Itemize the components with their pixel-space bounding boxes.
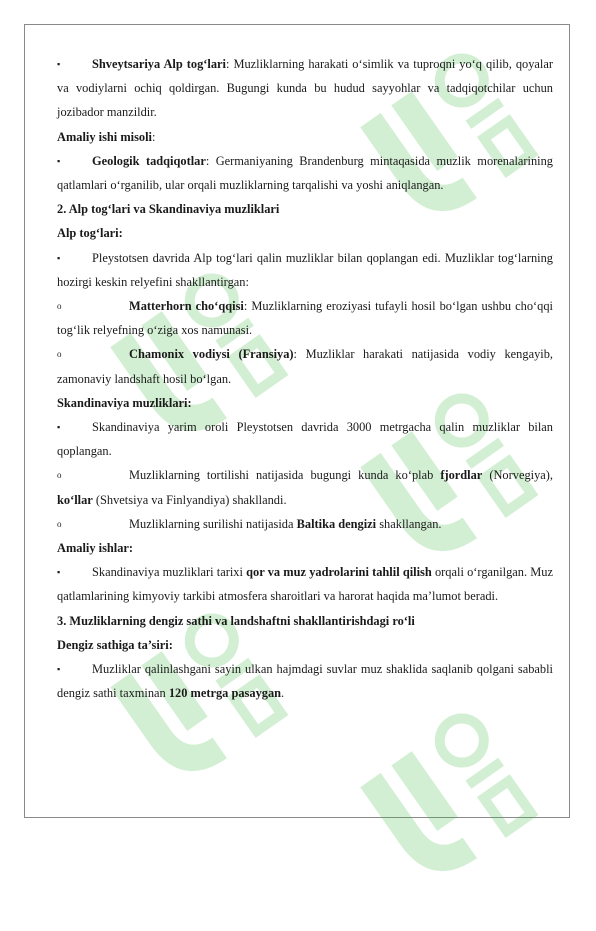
section-heading bbox=[57, 197, 553, 221]
paragraph bbox=[57, 125, 553, 149]
sub-bullet-item bbox=[57, 294, 553, 342]
text-run: . bbox=[281, 686, 285, 701]
square-bullet-icon: ▪ bbox=[57, 155, 61, 166]
text-run: Skandinaviya muzliklari tarixi bbox=[92, 565, 247, 580]
text-run: : Muzliklarning harakati o‘simlik va tuproqni yo‘q qilib, qoyalar va vodiylarni ochiq qoldirgan. Bugungi kunda bu hudud sayyohlar va tadqiqotchilar uchun jozibador manzildir. bbox=[57, 57, 553, 120]
text-run: : Germaniyaning Brandenburg mintaqasida muzlik morenalarining qatlamlari o‘rganilib, ular orqali muzliklarning tarqalishi va yoshi aniqlangan. bbox=[57, 153, 553, 193]
bullet-item bbox=[57, 560, 553, 608]
bullet-item bbox=[57, 657, 553, 705]
bullet-item bbox=[57, 149, 553, 197]
text-run: orqali o‘rganilgan. Muz qatlamlarining kimyoviy tarkibi atmosfera sharoitlari va harorat haqida ma’lumot beradi. bbox=[57, 565, 553, 604]
text-run: Alp tog‘lari: bbox=[57, 226, 123, 241]
section-heading bbox=[57, 221, 553, 245]
sub-bullet-item bbox=[57, 512, 553, 536]
square-bullet-icon: ▪ bbox=[57, 664, 61, 675]
text-run: Muzliklarning surilishi natijasida bbox=[129, 516, 297, 531]
square-bullet-icon: ▪ bbox=[57, 252, 61, 263]
bold-text: Chamonix vodiysi (Fransiya) bbox=[129, 347, 294, 362]
square-bullet-icon: ▪ bbox=[57, 422, 61, 433]
circle-bullet-icon: o bbox=[57, 349, 62, 360]
bold-text: Geologik tadqiqotlar bbox=[92, 153, 206, 168]
text-run: : Muzliklarning eroziyasi tufayli hosil bo‘lgan ushbu cho‘qqi tog‘lik relyefning o‘ziga xos namunasi. bbox=[57, 299, 554, 338]
section-heading bbox=[57, 391, 553, 415]
bullet-item bbox=[57, 246, 553, 294]
bold-text: qor va muz yadrolarini tahlil qilish bbox=[246, 565, 432, 580]
text-run: 2. Alp tog‘lari va Skandinaviya muzliklari bbox=[57, 202, 280, 217]
text-run: shakllangan. bbox=[376, 516, 442, 531]
bold-text: Baltika dengizi bbox=[296, 516, 377, 531]
text-run: : Muzliklar harakati natijasida vodiy kengayib, zamonaviy landshaft hosil bo‘lgan. bbox=[57, 347, 553, 386]
text-run: Muzliklar qalinlashgani sayin ulkan hajmdagi suvlar muz shaklida saqlanib qolgani sababli dengiz sathi taxminan bbox=[57, 662, 553, 701]
text-run: Pleystotsen davrida Alp tog‘lari qalin muzliklar bilan qoplangan edi. Muzliklar tog‘larning hozirgi keskin relyefini shakllantirgan: bbox=[57, 250, 553, 289]
circle-bullet-icon: o bbox=[57, 470, 62, 481]
text-run: Dengiz sathiga ta’siri: bbox=[57, 637, 173, 652]
sub-bullet-item bbox=[57, 463, 553, 511]
text-run: Muzliklarning tortilishi natijasida bugungi kunda ko‘plab bbox=[129, 468, 441, 483]
section-heading bbox=[57, 536, 553, 560]
text-run: (Shvetsiya va Finlyandiya) shakllandi. bbox=[92, 492, 287, 507]
circle-bullet-icon: o bbox=[57, 301, 62, 312]
bold-text: Matterhorn cho‘qqisi bbox=[129, 299, 244, 314]
bold-text: ko‘llar bbox=[57, 492, 93, 507]
bullet-item bbox=[57, 52, 553, 125]
bold-text: 120 metrga pasaygan bbox=[168, 686, 282, 701]
text-run: (Norvegiya), bbox=[482, 468, 553, 483]
document-body bbox=[57, 52, 553, 705]
circle-bullet-icon: o bbox=[57, 518, 62, 529]
text-run: : bbox=[152, 129, 156, 144]
text-run: Skandinaviya yarim oroli Pleystotsen davrida 3000 metrgacha qalin muzliklar bilan qoplangan. bbox=[57, 420, 553, 459]
square-bullet-icon: ▪ bbox=[57, 59, 61, 69]
bold-text: Amaliy ishi misoli bbox=[57, 129, 153, 144]
sub-bullet-item bbox=[57, 342, 553, 390]
bold-text: fjordlar bbox=[440, 468, 483, 483]
text-run: 3. Muzliklarning dengiz sathi va landshaftni shakllantirishdagi ro‘li bbox=[57, 613, 415, 628]
text-run: Amaliy ishlar: bbox=[57, 541, 134, 556]
section-heading bbox=[57, 633, 553, 657]
section-heading bbox=[57, 609, 553, 633]
square-bullet-icon: ▪ bbox=[57, 567, 61, 578]
text-run: Skandinaviya muzliklari: bbox=[57, 395, 192, 410]
bold-text: Shveytsariya Alp tog‘lari bbox=[92, 57, 226, 71]
bullet-item bbox=[57, 415, 553, 463]
